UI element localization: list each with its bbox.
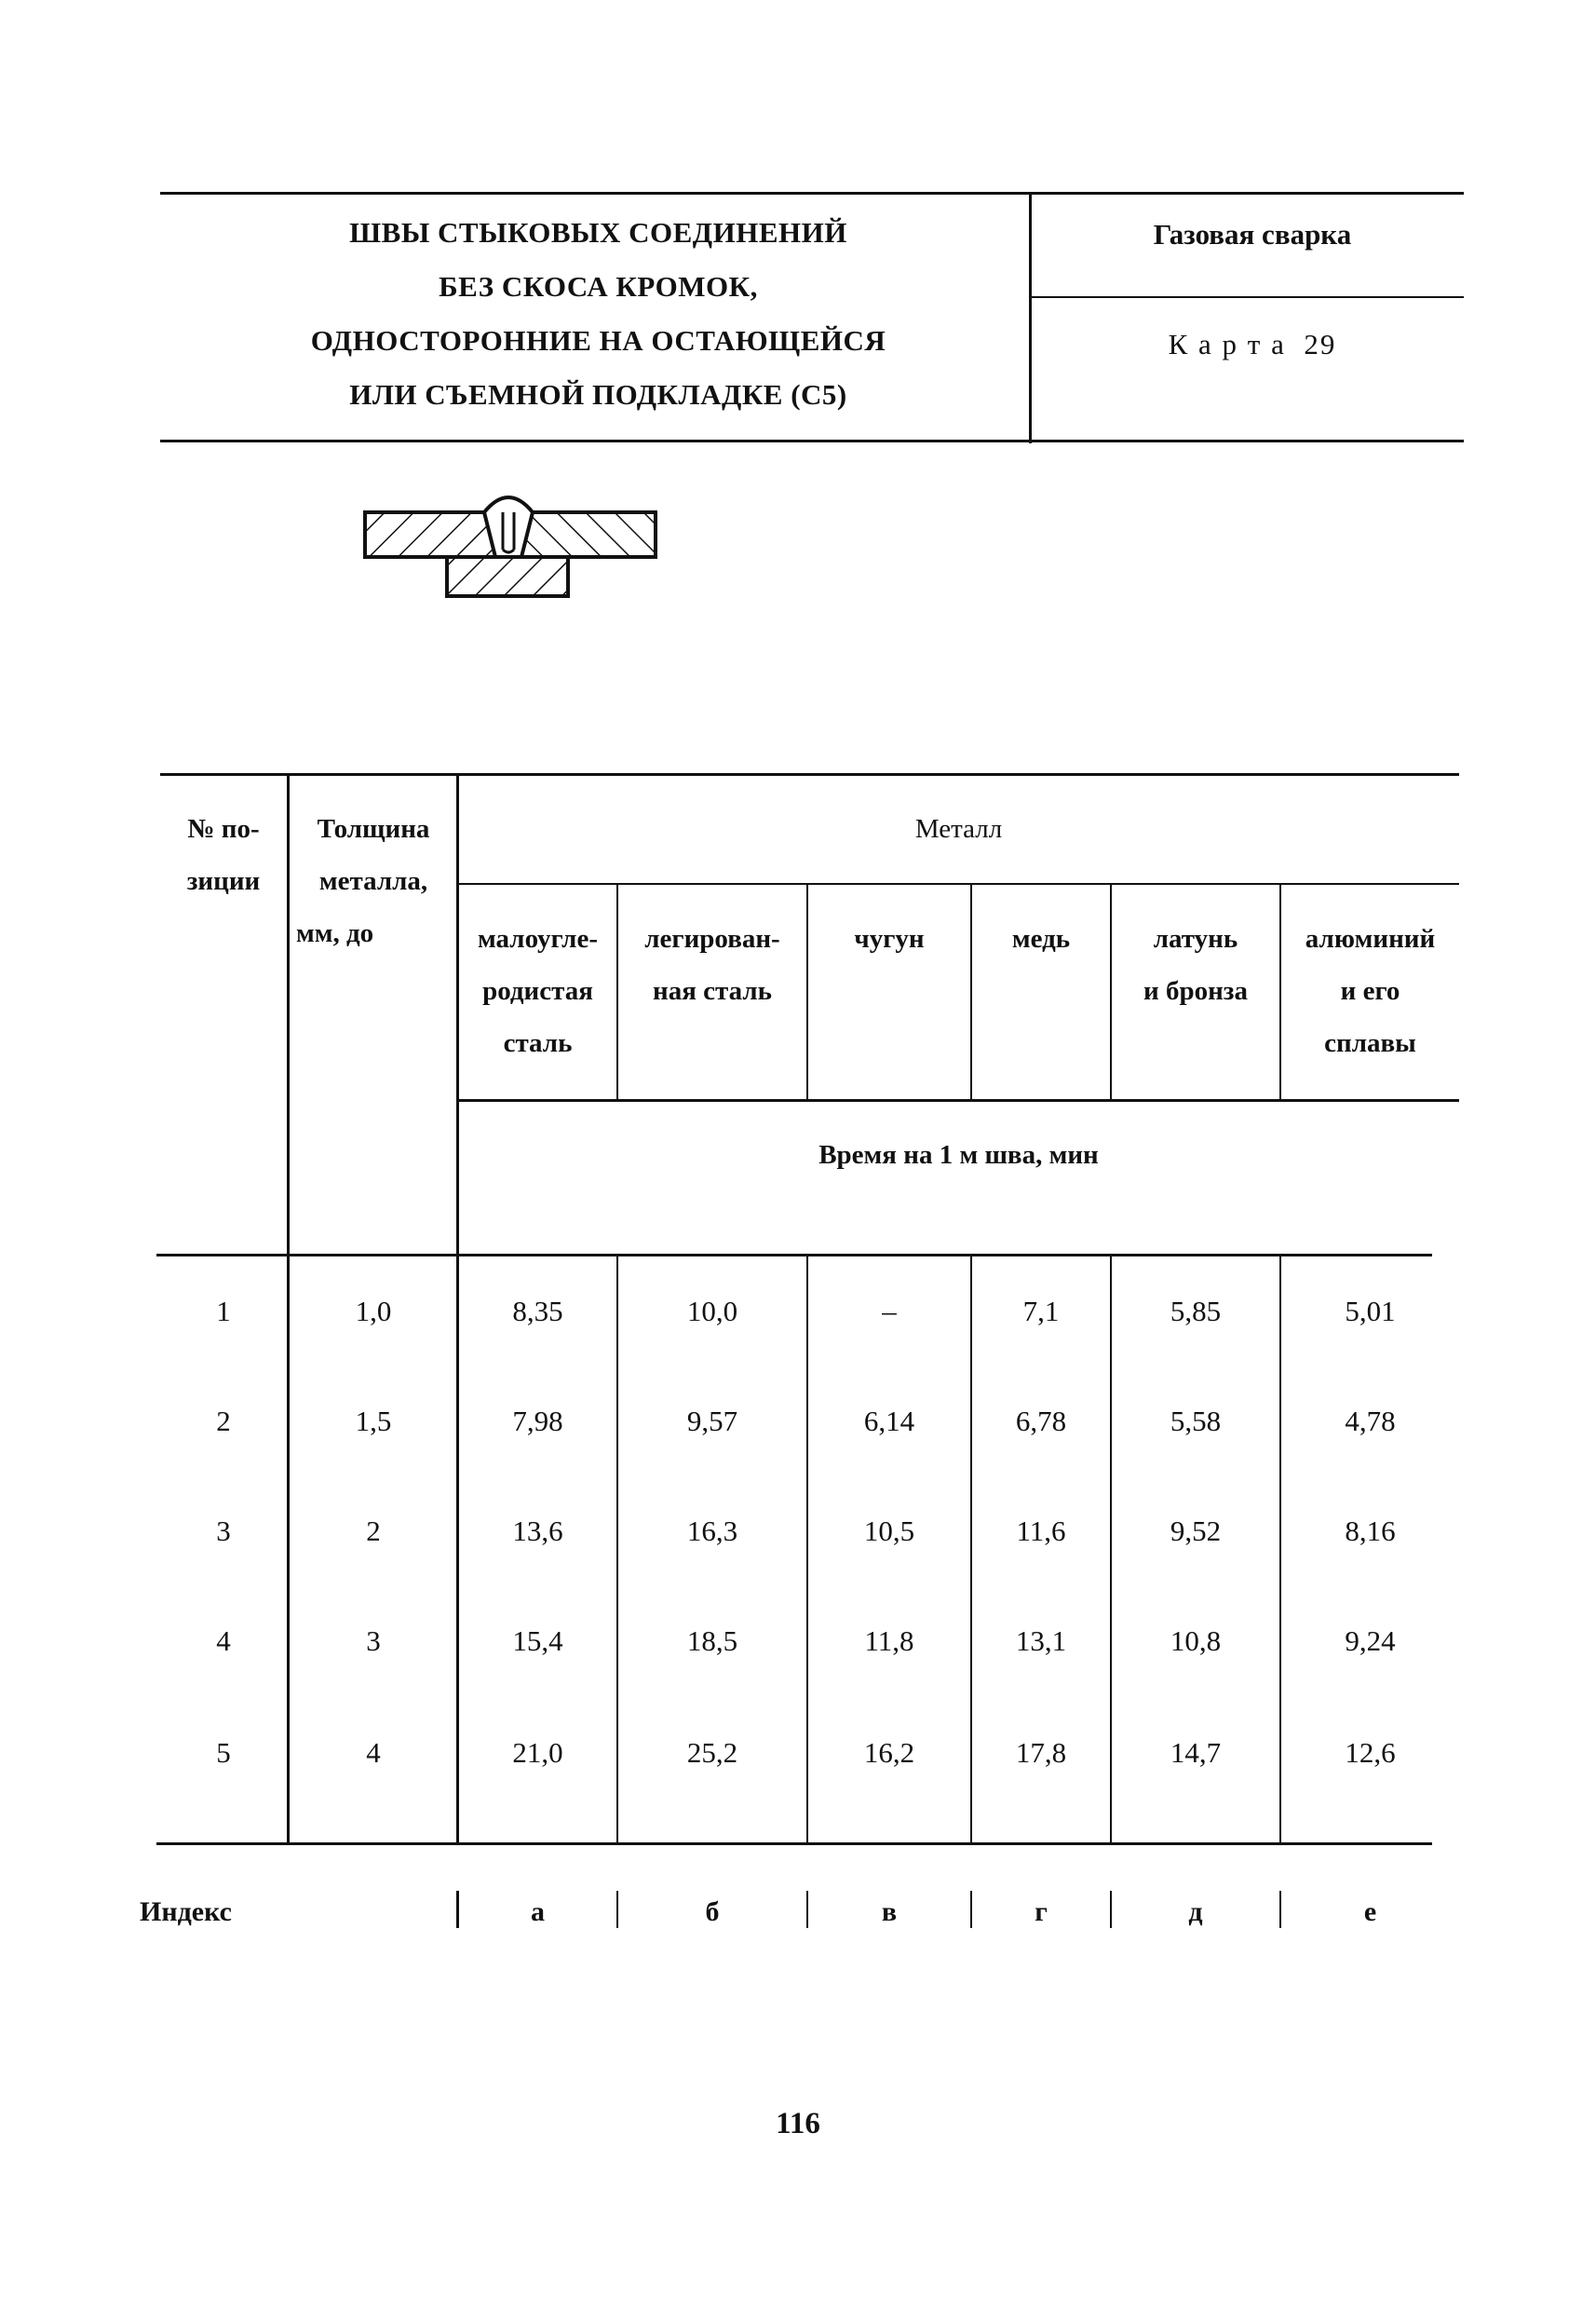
- index-letter: г: [1035, 1896, 1048, 1927]
- position-cell: 5: [216, 1736, 231, 1769]
- time-value-cell: 14,7: [1170, 1736, 1222, 1769]
- title-line-3: ОДНОСТОРОННИЕ НА ОСТАЮЩЕЙСЯ: [310, 324, 886, 357]
- time-value-cell: 10,5: [863, 1514, 915, 1547]
- time-value-cell: 5,58: [1170, 1405, 1222, 1437]
- time-value-cell: 15,4: [512, 1624, 563, 1657]
- time-value-cell: 11,8: [864, 1624, 914, 1657]
- title-line-2: БЕЗ СКОСА КРОМОК,: [439, 270, 758, 303]
- metal-alloy-steel: легирован- ная сталь: [644, 924, 780, 1006]
- index-letter: в: [881, 1896, 898, 1927]
- time-value-cell: 16,2: [863, 1736, 915, 1769]
- time-value-cell: 11,6: [1016, 1514, 1066, 1547]
- time-value-cell: 7,1: [1022, 1295, 1060, 1327]
- time-value-cell: –: [882, 1295, 897, 1327]
- time-value-cell: 5,01: [1345, 1295, 1396, 1327]
- weld-joint-diagram: [354, 484, 670, 605]
- time-value-cell: 9,24: [1345, 1624, 1396, 1657]
- thickness-cell: 3: [366, 1624, 381, 1657]
- position-cell: 3: [216, 1514, 231, 1547]
- time-header: Время на 1 м шва, мин: [818, 1140, 1099, 1170]
- time-value-cell: 5,85: [1170, 1295, 1222, 1327]
- thickness-cell: 1,5: [355, 1405, 392, 1437]
- time-value-cell: 25,2: [686, 1736, 738, 1769]
- time-value-cell: 9,57: [686, 1405, 738, 1437]
- time-value-cell: 7,98: [512, 1405, 563, 1437]
- metal-header: Металл: [914, 814, 1003, 844]
- metal-aluminium: алюминий и его сплавы: [1305, 924, 1436, 1058]
- time-value-cell: 9,52: [1170, 1514, 1222, 1547]
- time-value-cell: 16,3: [686, 1514, 738, 1547]
- card-number: К а р т а 29: [1168, 328, 1337, 360]
- time-value-cell: 12,6: [1345, 1736, 1396, 1769]
- time-value-cell: 13,6: [512, 1514, 563, 1547]
- index-label: Индекс: [140, 1896, 232, 1927]
- title-line-1: ШВЫ СТЫКОВЫХ СОЕДИНЕНИЙ: [349, 216, 847, 249]
- time-value-cell: 6,14: [863, 1405, 915, 1437]
- metal-brass-bronze: латунь и бронза: [1143, 924, 1248, 1006]
- time-value-cell: 21,0: [512, 1736, 563, 1769]
- index-letter: е: [1363, 1896, 1377, 1927]
- index-letter: д: [1188, 1896, 1203, 1927]
- page-number: 116: [776, 2107, 820, 2140]
- time-value-cell: 10,8: [1170, 1624, 1222, 1657]
- metal-copper: медь: [1011, 924, 1071, 954]
- index-letter: а: [531, 1896, 545, 1927]
- thickness-cell: 1,0: [355, 1295, 392, 1327]
- time-value-cell: 18,5: [686, 1624, 738, 1657]
- position-header: № по- зиции: [186, 814, 261, 896]
- thickness-header: Толщина металла, мм, до: [296, 814, 430, 948]
- index-letter: б: [705, 1896, 720, 1927]
- time-value-cell: 4,78: [1345, 1405, 1396, 1437]
- time-value-cell: 13,1: [1015, 1624, 1067, 1657]
- time-value-cell: 10,0: [686, 1295, 738, 1327]
- thickness-cell: 2: [366, 1514, 381, 1547]
- title-line-4: ИЛИ СЪЕМНОЙ ПОДКЛАДКЕ (С5): [349, 378, 847, 411]
- process-title: Газовая сварка: [1153, 218, 1352, 251]
- metal-cast-iron: чугун: [854, 924, 925, 954]
- time-value-cell: 6,78: [1015, 1405, 1067, 1437]
- position-cell: 2: [216, 1405, 231, 1437]
- time-value-cell: 8,16: [1345, 1514, 1396, 1547]
- position-cell: 1: [216, 1295, 231, 1327]
- time-value-cell: 8,35: [512, 1295, 563, 1327]
- metal-low-carbon-steel: малоугле- родистая сталь: [478, 924, 598, 1058]
- time-value-cell: 17,8: [1015, 1736, 1067, 1769]
- position-cell: 4: [216, 1624, 231, 1657]
- thickness-cell: 4: [366, 1736, 381, 1769]
